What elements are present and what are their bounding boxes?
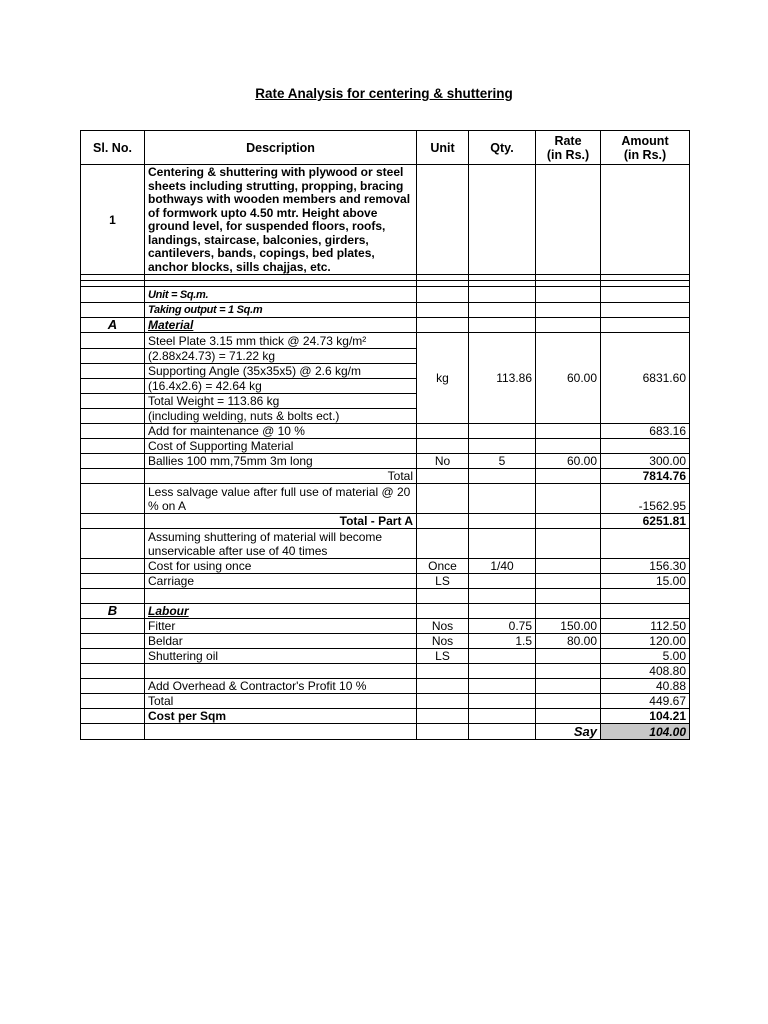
empty-cell (601, 165, 690, 275)
total-part-a-amount: 6251.81 (601, 514, 690, 529)
ballies-amount: 300.00 (601, 454, 690, 469)
header-amount-line2: (in Rs.) (623, 147, 667, 162)
supporting-row (81, 439, 690, 454)
subtotal-amount: 408.80 (601, 664, 690, 679)
empty-cell (417, 165, 469, 275)
header-amount (601, 131, 690, 165)
carriage-unit: LS (417, 574, 469, 589)
item-row (81, 165, 690, 275)
header-row (81, 131, 690, 165)
ballies-rate: 60.00 (536, 454, 601, 469)
material-amount: 6831.60 (601, 333, 690, 424)
fitter-unit: Nos (417, 619, 469, 634)
maintenance-amount: 683.16 (601, 424, 690, 439)
output-row (81, 303, 690, 318)
fitter-rate: 150.00 (536, 619, 601, 634)
empty-cell (536, 165, 601, 275)
page-title (0, 86, 768, 101)
material-line3: Supporting Angle (35x35x5) @ 2.6 kg/m (145, 364, 417, 379)
fitter-label: Fitter (145, 619, 417, 634)
oil-row (81, 649, 690, 664)
material-qty: 113.86 (469, 333, 536, 424)
material-unit: kg (417, 333, 469, 424)
material-line4: (16.4x2.6) = 42.64 kg (145, 379, 417, 394)
spacer-row (81, 589, 690, 604)
beldar-row (81, 634, 690, 649)
section-b-title: Labour (145, 604, 417, 619)
salvage-amount: -1562.95 (601, 484, 690, 514)
item-sl: 1 (81, 165, 145, 275)
salvage-label: Less salvage value after full use of material @ 20 % on A (145, 484, 417, 514)
carriage-label: Carriage (145, 574, 417, 589)
maintenance-label: Add for maintenance @ 10 % (145, 424, 417, 439)
header-rate (536, 131, 601, 165)
beldar-qty: 1.5 (469, 634, 536, 649)
beldar-rate: 80.00 (536, 634, 601, 649)
fitter-amount: 112.50 (601, 619, 690, 634)
total-label: Total (145, 469, 417, 484)
carriage-amount: 15.00 (601, 574, 690, 589)
cost-once-label: Cost for using once (145, 559, 417, 574)
material-line6: (including welding, nuts & bolts ect.) (145, 409, 417, 424)
maintenance-row (81, 424, 690, 439)
grand-total-label: Total (145, 694, 417, 709)
say-label: Say (536, 724, 601, 740)
assuming-label: Assuming shuttering of material will become unservicable after use of 40 times (145, 529, 417, 559)
total-amount: 7814.76 (601, 469, 690, 484)
material-line1: Steel Plate 3.15 mm thick @ 24.73 kg/m² (145, 333, 417, 349)
ballies-label: Ballies 100 mm,75mm 3m long (145, 454, 417, 469)
grand-total-row (81, 694, 690, 709)
cost-once-amount: 156.30 (601, 559, 690, 574)
section-b-label: B (81, 604, 145, 619)
section-a-label: A (81, 318, 145, 333)
cost-per-sqm-row (81, 709, 690, 724)
overhead-row (81, 679, 690, 694)
assuming-row (81, 529, 690, 559)
section-b-row (81, 604, 690, 619)
section-a-title: Material (145, 318, 417, 333)
overhead-label: Add Overhead & Contractor's Profit 10 % (145, 679, 417, 694)
header-amount-line1: Amount (621, 133, 669, 148)
cost-once-row (81, 559, 690, 574)
overhead-amount: 40.88 (601, 679, 690, 694)
unit-row (81, 287, 690, 303)
say-row (81, 724, 690, 740)
output-line: Taking output = 1 Sq.m (145, 303, 417, 318)
rate-analysis-table (80, 130, 690, 740)
item-description: Centering & shuttering with plywood or steel sheets including strutting, propping, bracing bothways with wooden members and removal of formwork upto 4.50 mtr. Height above ground level, for suspended floors, roofs, landings, staircase, balconies, girders, cantilevers, bands, copings, bed plates, anchor blocks, sills chajjas, etc. (145, 165, 417, 275)
material-row (81, 333, 690, 349)
oil-label: Shuttering oil (145, 649, 417, 664)
fitter-row (81, 619, 690, 634)
salvage-row (81, 484, 690, 514)
oil-amount: 5.00 (601, 649, 690, 664)
header-sl-no: Sl. No. (81, 131, 145, 165)
cost-per-sqm-label: Cost per Sqm (145, 709, 417, 724)
oil-unit: LS (417, 649, 469, 664)
beldar-amount: 120.00 (601, 634, 690, 649)
ballies-row (81, 454, 690, 469)
header-unit: Unit (417, 131, 469, 165)
material-rate: 60.00 (536, 333, 601, 424)
total-part-a-row (81, 514, 690, 529)
total-part-a-label: Total - Part A (145, 514, 417, 529)
cost-once-unit: Once (417, 559, 469, 574)
carriage-row (81, 574, 690, 589)
supporting-label: Cost of Supporting Material (145, 439, 417, 454)
cost-once-qty: 1/40 (469, 559, 536, 574)
say-amount: 104.00 (601, 724, 690, 740)
header-rate-line2: (in Rs.) (546, 147, 590, 162)
total-row (81, 469, 690, 484)
grand-total-amount: 449.67 (601, 694, 690, 709)
beldar-label: Beldar (145, 634, 417, 649)
section-a-row (81, 318, 690, 333)
fitter-qty: 0.75 (469, 619, 536, 634)
ballies-unit: No (417, 454, 469, 469)
material-line5: Total Weight = 113.86 kg (145, 394, 417, 409)
cost-per-sqm-amount: 104.21 (601, 709, 690, 724)
header-rate-line1: Rate (554, 133, 582, 148)
unit-line: Unit = Sq.m. (145, 287, 417, 303)
title-text: Rate Analysis for centering & shuttering (255, 86, 513, 101)
material-line2: (2.88x24.73) = 71.22 kg (145, 349, 417, 364)
header-description: Description (145, 131, 417, 165)
header-qty: Qty. (469, 131, 536, 165)
ballies-qty: 5 (469, 454, 536, 469)
empty-cell (469, 165, 536, 275)
subtotal-row (81, 664, 690, 679)
beldar-unit: Nos (417, 634, 469, 649)
